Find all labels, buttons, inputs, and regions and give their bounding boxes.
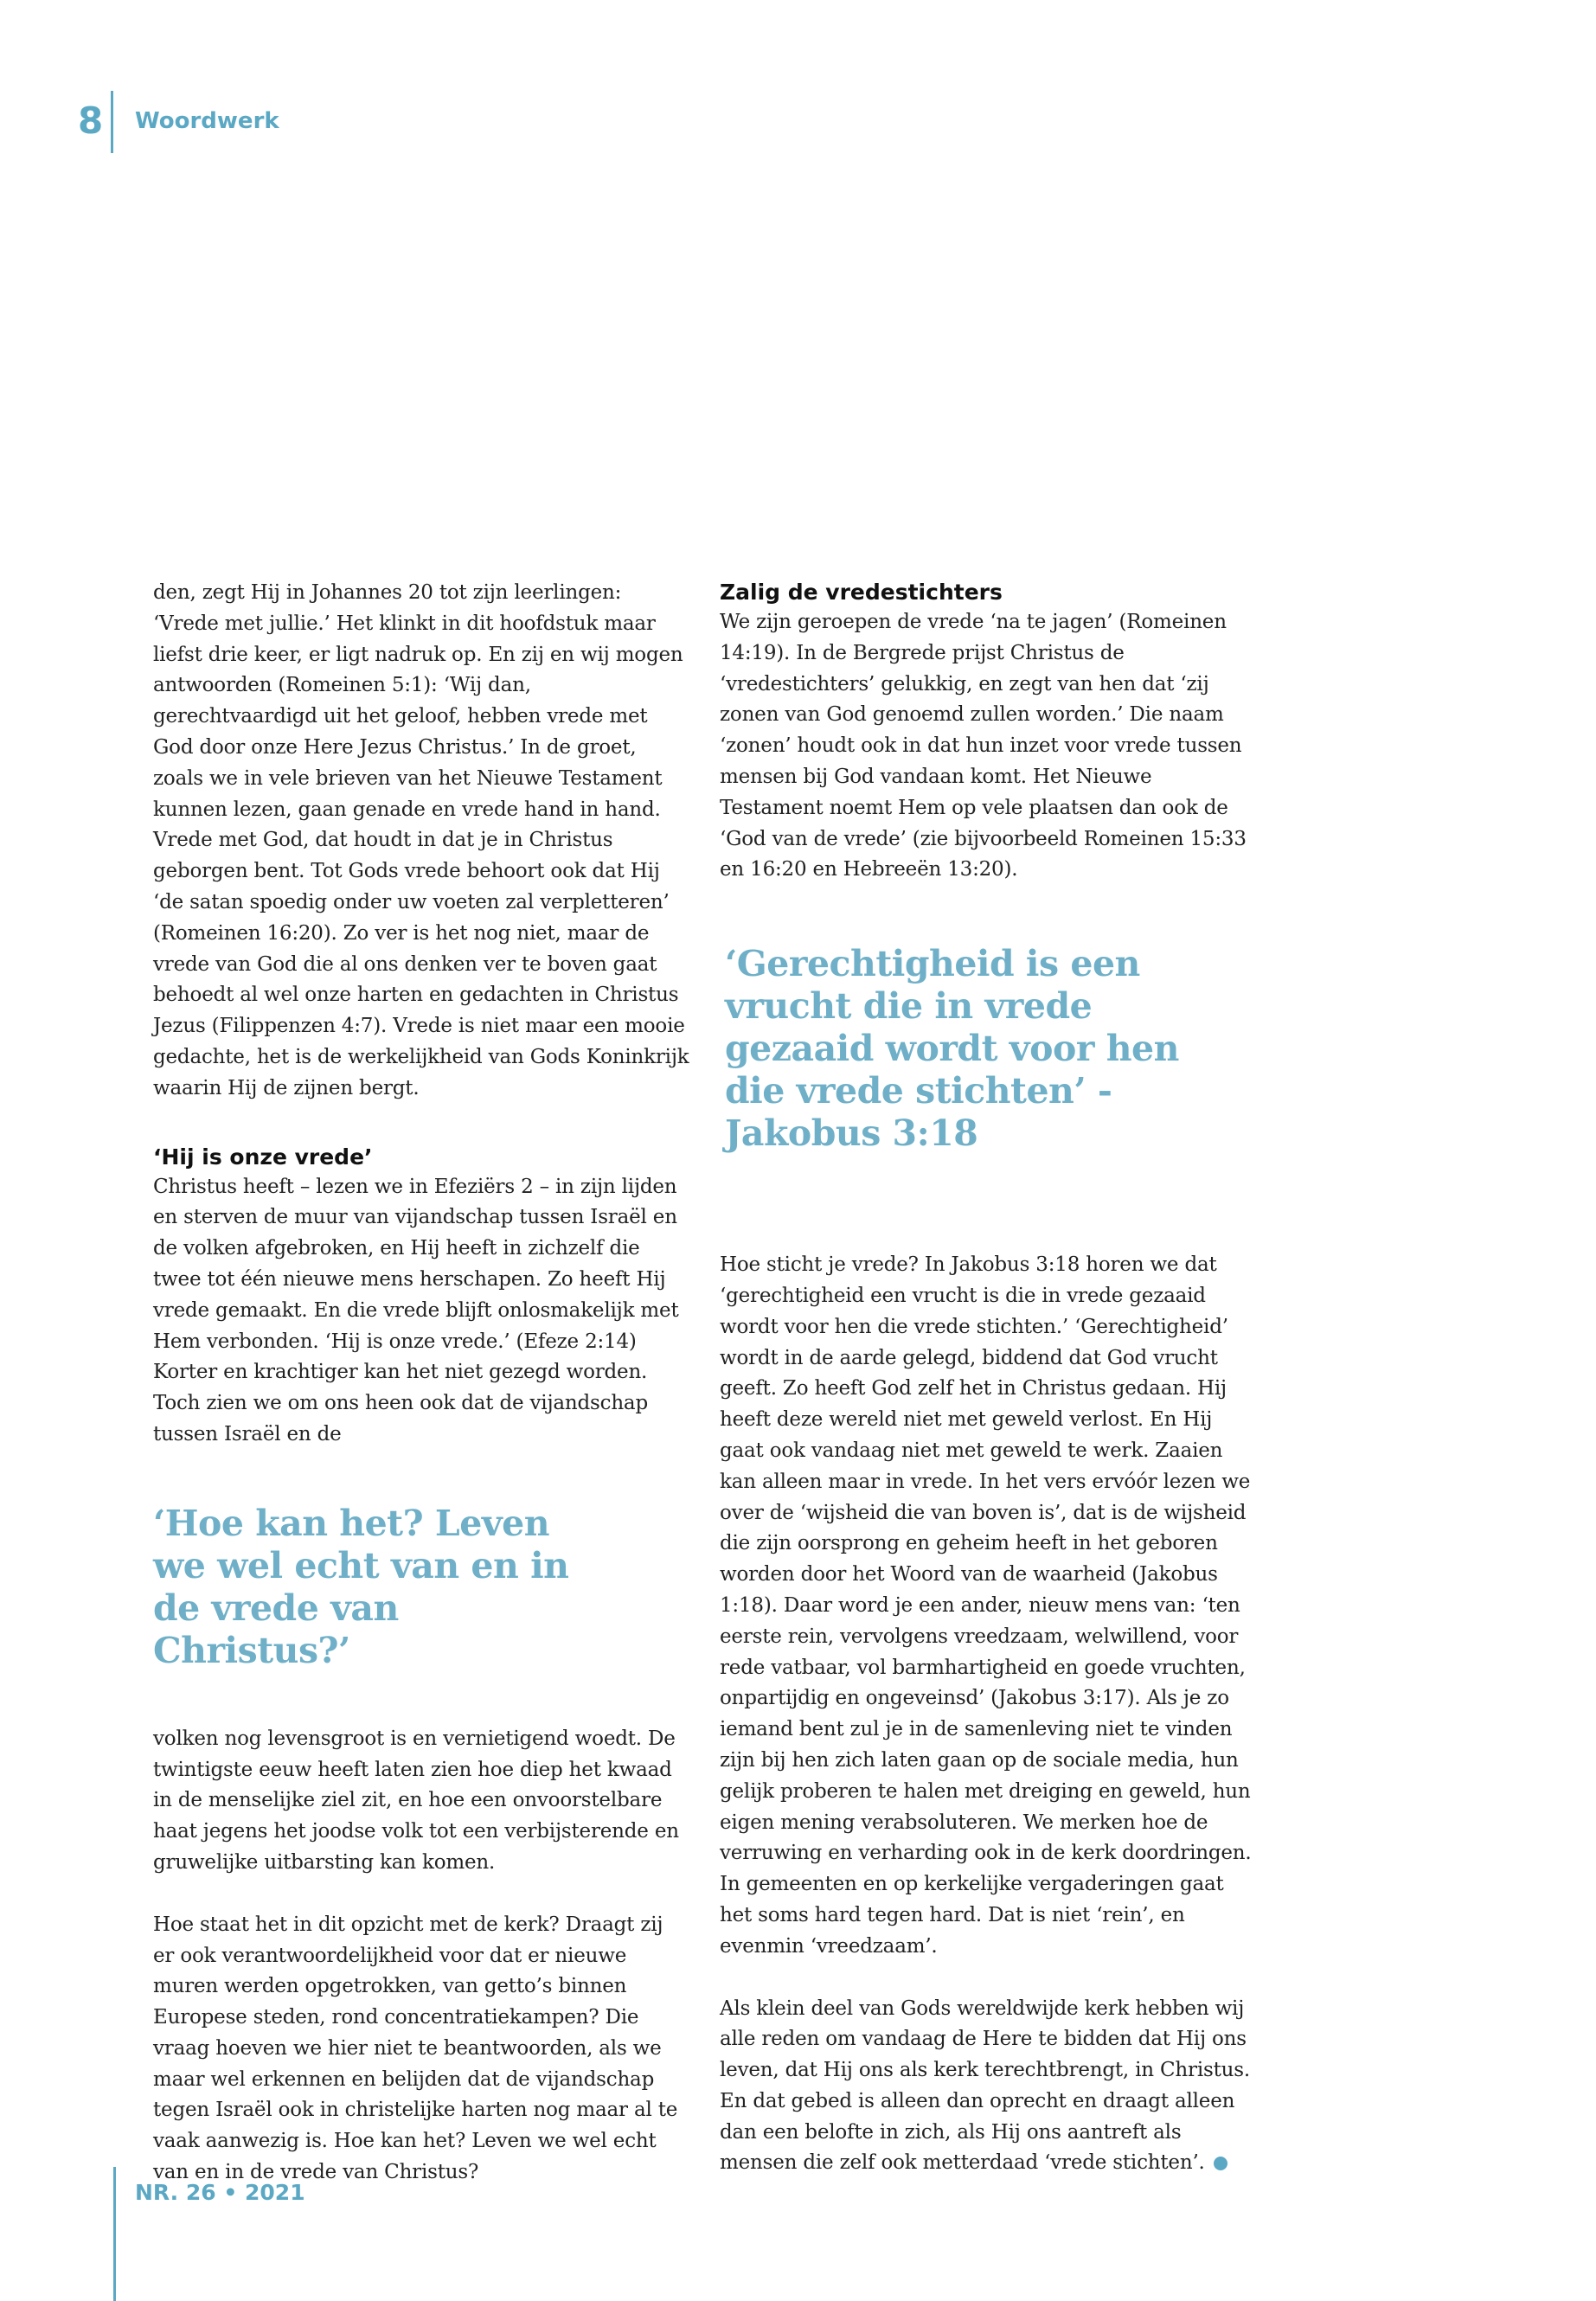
left-paragraph-1: den, zegt Hij in Johannes 20 tot zijn leerlingen: ‘Vrede met jullie.’ Het klinkt in dit hoofdstuk maar liefst drie keer, er ligt nadruk op. En zij en wij mogen antwoorden (Romeinen 5:1): ‘Wij dan, gerechtvaardigd uit het geloof, hebben vrede met God door onze Here Jezus Christus.’ In de groet, zoals we in vele brieven van het Nieuwe Testament kunnen lezen, gaan genade en vrede hand in hand. Vrede met God, dat houdt in dat je in Christus geborgen bent. Tot Gods vrede behoort ook dat Hij ‘de satan spoedig onder uw voeten zal verpletteren’ (Romeinen 16:20). Zo ver is het nog niet, maar de vrede van God die al ons denken ver te boven gaat behoedt al wel onze harten en gedachten in Christus Jezus (Filippenzen 4:7). Vrede is niet maar een mooie gedachte, het is de werkelijkheid van Gods Koninkrijk waarin Hij de zijnen bergt. xyxy=(153,581,689,1099)
subheading-zalig-de-vredestichters: Zalig de vredestichters xyxy=(720,580,1003,605)
end-mark-icon xyxy=(1214,2157,1227,2170)
right-column xyxy=(720,578,1256,2179)
issue-number: NR. 26 • 2021 xyxy=(135,2180,305,2205)
pull-quote-right: ‘Gerechtigheid is een vrucht die in vrede gezaaid wordt voor hen die vrede stichten’ - Jakobus 3:18 xyxy=(725,943,1179,1155)
footer-divider xyxy=(113,2167,116,2301)
right-paragraph-1: We zijn geroepen de vrede ‘na te jagen’ (Romeinen 14:19). In de Bergrede prijst Christus de ‘vredestichters’ gelukkig, en zegt van hen dat ‘zij zonen van God genoemd zullen worden.’ Die naam ‘zonen’ houdt ook in dat hun inzet voor vrede tussen mensen bij God vandaan komt. Het Nieuwe Testament noemt Hem op vele plaatsen dan ook de ‘God van de vrede’ (zie bijvoorbeeld Romeinen 15:33 en 16:20 en Hebreeën 13:20). xyxy=(720,611,1247,881)
left-paragraph-2: Christus heeft – lezen we in Efeziërs 2 – in zijn lijden en sterven de muur van vijandschap tussen Israël en de volken afgebroken, en Hij heeft in zichzelf die twee tot één nieuwe mens herschapen. Zo heeft Hij vrede gemaakt. En die vrede blijft onlosmakelijk met Hem verbonden. ‘Hij is onze vrede.’ (Efeze 2:14) Korter en krachtiger kan het niet gezegd worden. Toch zien we om ons heen ook dat de vijandschap tussen Israël en de xyxy=(153,1175,679,1445)
page-number: 8 xyxy=(78,99,104,142)
right-paragraph-3 xyxy=(720,1994,1256,2180)
left-paragraph-4: Hoe staat het in dit opzicht met de kerk? Draagt zij er ook verantwoordelijkheid voor dat er nieuwe muren werden opgetrokken, van getto’s binnen Europese steden, rond concentratiekampen? Die vraag hoeven we hier niet te beantwoorden, als we maar wel erkennen en belijden dat de vijandschap tegen Israël ook in christelijke harten nog maar al te vaak aanwezig is. Hoe kan het? Leven we wel echt van en in de vrede van Christus? xyxy=(153,1913,678,2184)
right-paragraph-2: Hoe sticht je vrede? In Jakobus 3:18 horen we dat ‘gerechtigheid een vrucht is die in vrede gezaaid wordt voor hen die vrede stichten.’ ‘Gerechtigheid’ wordt in de aarde gelegd, biddend dat God vrucht geeft. Zo heeft God zelf het in Christus gedaan. Hij heeft deze wereld niet met geweld verlost. En Hij gaat ook vandaag niet met geweld te werk. Zaaien kan alleen maar in vrede. In het vers ervóór lezen we over de ‘wijsheid die van boven is’, dat is de wijsheid die zijn oorsprong en geheim heeft in het geboren worden door het Woord van de waarheid (Jakobus 1:18). Daar word je een ander, nieuw mens van: ‘ten eerste rein, vervolgens vreedzaam, welwillend, voor rede vatbaar, vol barmhartigheid en goede vruchten, onpartijdig en ongeveinsd’ (Jakobus 3:17). Als je zo iemand bent zul je in de samenleving niet te vinden zijn bij hen zich laten gaan op de sociale media, hun gelijk proberen te halen met dreiging en geweld, hun eigen mening verabsoluteren. We merken hoe de verruwing en verharding ook in de kerk doordringen. In gemeenten en op kerkelijke vergaderingen gaat het soms hard tegen hard. Dat is niet ‘rein’, en evenmin ‘vreedzaam’. xyxy=(720,1253,1252,1958)
left-column xyxy=(153,578,689,2189)
header-divider xyxy=(111,91,113,153)
left-paragraph-3: volken nog levensgroot is en vernietigend woedt. De twintigste eeuw heeft laten zien hoe diep het kwaad in de menselijke ziel zit, en hoe een onvoorstelbare haat jegens het joodse volk tot een verbijsterende en gruwelijke uitbarsting kan komen. xyxy=(153,1727,679,1874)
pull-quote-left: ‘Hoe kan het? Leven we wel echt van en in de vrede van Christus?’ xyxy=(153,1502,569,1671)
subheading-hij-is-onze-vrede: ‘Hij is onze vrede’ xyxy=(153,1144,373,1170)
right-paragraph-3-text: Als klein deel van Gods wereldwijde kerk hebben wij alle reden om vandaag de Here te bidden dat Hij ons leven, dat Hij ons als kerk terechtbrengt, in Christus. En dat gebed is alleen dan oprecht en draagt alleen dan een belofte in zich, als Hij ons aantreft als mensen die zelf ook metterdaad ‘vrede stichten’. xyxy=(720,1997,1250,2175)
section-title: Woordwerk xyxy=(135,108,279,134)
